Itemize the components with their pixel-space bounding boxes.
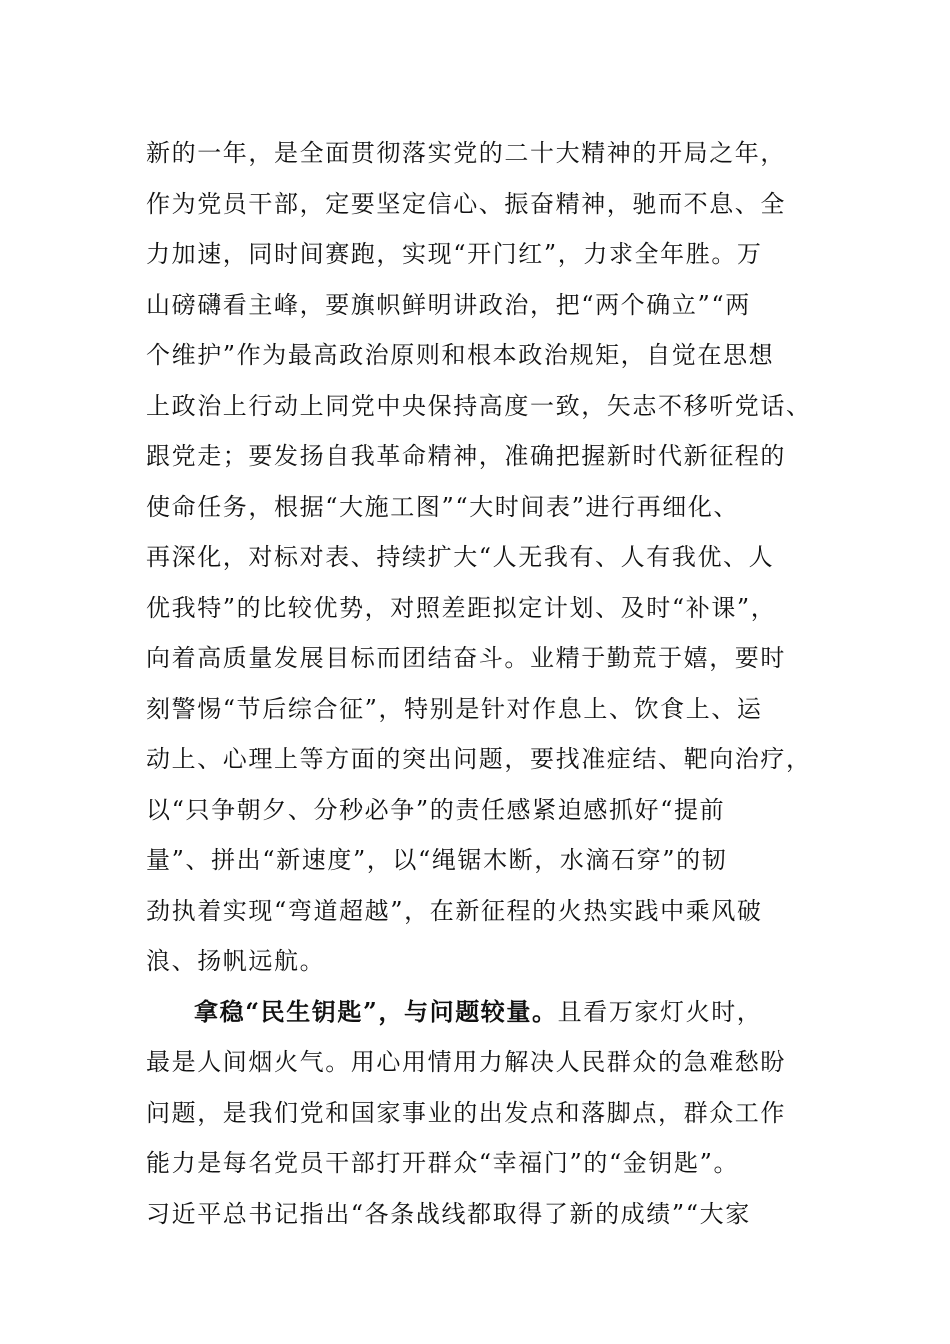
paragraph-lead-heading: 拿稳“民生钥匙”，与问题较量。 [194,996,558,1026]
text-line: 动上、心理上等方面的突出问题，要找准症结、靶向治疗， [146,745,812,773]
body-text [146,128,812,1239]
text-line: 跟党走；要发扬自我革命精神，准确把握新时代新征程的 [146,442,786,470]
text-line: 能力是每名党员干部打开群众“幸福门”的“金钥匙”。 [146,1149,740,1177]
text-line: 以“只争朝夕、分秒必争”的责任感紧迫感抓好“提前 [146,795,726,824]
text-line: 浪、扬帆远航。 [146,947,326,975]
text-line: 作为党员干部，定要坚定信心、振奋精神，驰而不息、全 [146,189,786,218]
text-line: 刻警惕“节后综合征”，特别是针对作息上、饮食上、运 [146,694,763,723]
text-line: 使命任务，根据“大施工图”“大时间表”进行再细化、 [146,492,740,521]
text-line: 习近平总书记指出“各条战线都取得了新的成绩”“大家 [146,1199,751,1228]
text-line: 再深化，对标对表、持续扩大“人无我有、人有我优、人 [146,543,775,571]
paragraph-first-line-rest: 且看万家灯火时， [557,997,763,1026]
paragraph-first-line [146,987,806,1038]
text-line: 力加速，同时间赛跑，实现“开门红”，力求全年胜。万 [146,240,763,268]
text-line: 劲执着实现“弯道超越”，在新征程的火热实践中乘风破 [146,896,763,925]
text-line: 量”、拼出“新速度”，以“绳锯木断，水滴石穿”的韧 [146,846,728,874]
text-line: 问题，是我们党和国家事业的出发点和落脚点，群众工作 [146,1098,786,1127]
text-line: 向着高质量发展目标而团结奋斗。业精于勤荒于嬉，要时 [146,644,786,672]
text-line: 最是人间烟火气。用心用情用力解决人民群众的急难愁盼 [146,1048,786,1076]
text-line: 个维护”作为最高政治原则和根本政治规矩，自觉在思想 [146,341,775,369]
text-line: 新的一年，是全面贯彻落实党的二十大精神的开局之年， [146,139,786,167]
text-line: 山磅礴看主峰，要旗帜鲜明讲政治，把“两个确立”“两 [146,290,751,319]
text-line: 优我特”的比较优势，对照差距拟定计划、及时“补课”， [146,593,777,622]
text-line: 上政治上行动上同党中央保持高度一致，矢志不移听党话、 [146,391,812,420]
